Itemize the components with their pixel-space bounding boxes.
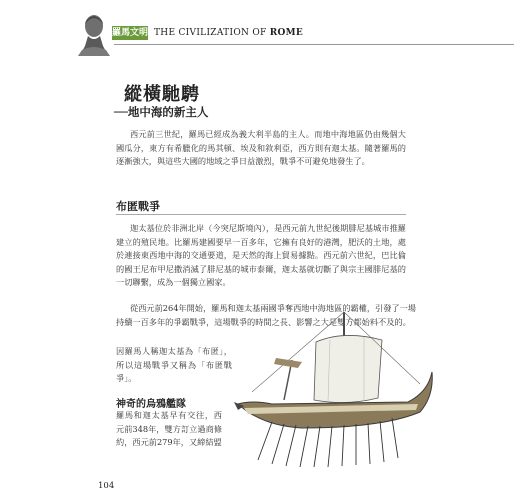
header-tab: 羅馬文明 xyxy=(112,28,149,38)
paragraph-carthage: 迦太基位於非洲北岸（今突尼斯境內），是西元前九世紀後期腓尼基城市推羅建立的殖民地。比羅馬建國要早一百多年，它擁有良好的港灣，肥沃的土地，處於連接東西地中海的交通要道，是天然的海上貿易據點。西元前六世紀，巴比倫的國王尼布甲尼撒消滅了腓尼基的城市泰爾，迦太基就切斷了與宗主國腓尼基的一切聯繫，成為一個獨立國家。 xyxy=(116,223,406,288)
page-title: 縱橫馳騁 xyxy=(124,84,200,105)
page-number: 104 xyxy=(98,481,115,491)
paragraph-relations: 羅馬和迦太基早有交往，西元前348年，雙方訂立過商條約，西元前279年，又締結盟 xyxy=(116,410,222,448)
paragraph-intro: 西元前三世紀，羅馬已經成為義大利半島的主人。而地中海地區仍由幾個大國瓜分，東方有希臘化的馬其頓、埃及和敘利亞，西方則有迦太基。隨著羅馬的逐漸強大，與這些大國的地域之爭日益激烈，戰爭不可避免地發生了。 xyxy=(116,129,406,167)
roman-bust-icon xyxy=(76,12,112,56)
galley-ship-illustration xyxy=(232,300,436,468)
header-title-prefix: THE CIVILIZATION OF xyxy=(154,28,270,38)
header-title-bold: ROME xyxy=(269,28,304,38)
page-subtitle: ──地中海的新主人 xyxy=(114,105,209,119)
header-rule xyxy=(114,44,514,45)
paragraph-name: 因羅馬人稱迦太基為「布匿」，所以這場戰爭又稱為「布匿戰爭」。 xyxy=(116,346,232,384)
header-title xyxy=(154,26,303,40)
paragraph-war-start: 從西元前264年開始，羅馬和迦太基兩國爭奪西地中海地區的霸權，引發了一場持續一百多年的爭霸戰爭，這場戰爭的時間之長、影響之大是雙方都始料不及的。 xyxy=(116,303,416,327)
section-heading-crow-fleet: 神奇的烏鴉艦隊 xyxy=(116,399,186,410)
section-heading-punic-wars: 布匿戰爭 xyxy=(116,200,160,213)
section-rule xyxy=(116,214,406,215)
